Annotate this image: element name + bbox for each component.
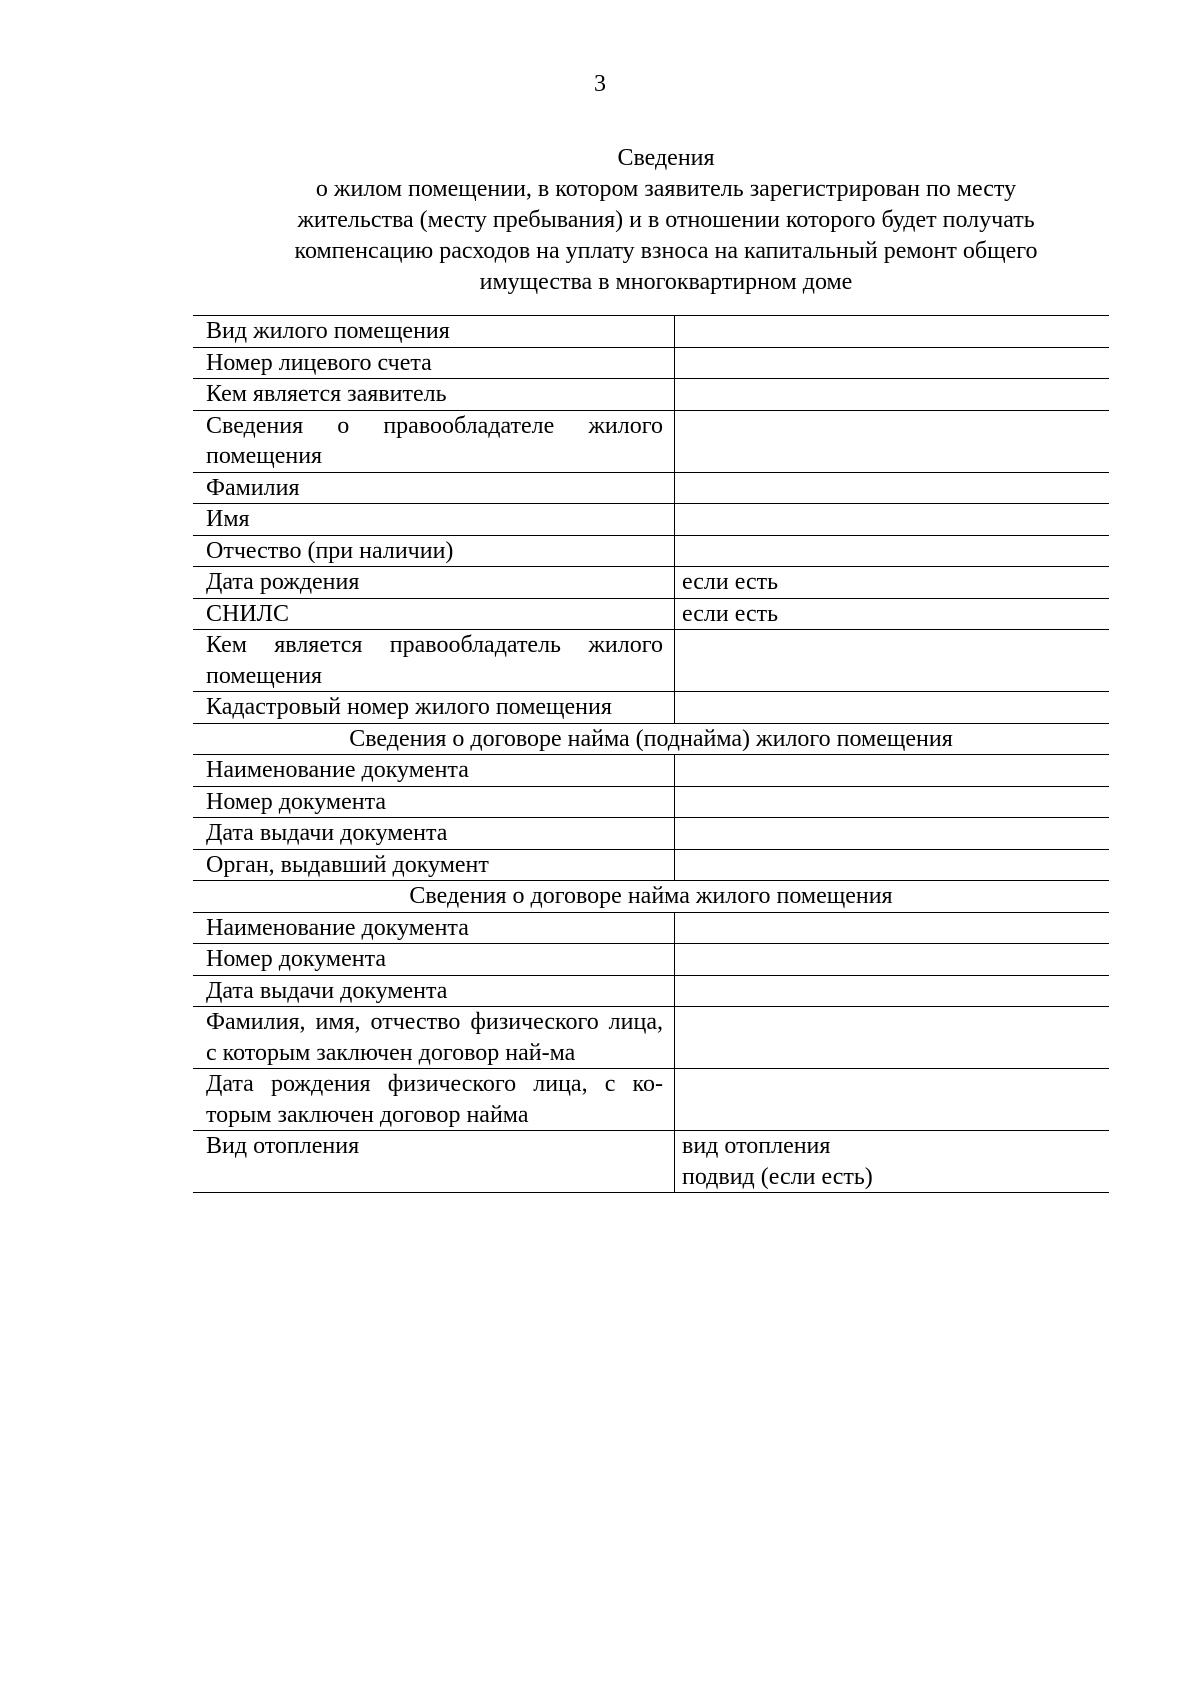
row-value [675,849,1110,881]
row-label: Фамилия, имя, отчество физического лица, с которым заключен договор най-ма [193,1007,675,1069]
table-row [193,975,1109,1007]
page-number: 3 [594,71,606,97]
row-label: Дата выдачи документа [193,975,675,1007]
row-value [675,316,1110,348]
row-label: Сведения о правообладателе жилого помещения [193,410,675,472]
row-label: Фамилия [193,472,675,504]
table-row [193,1131,1109,1193]
row-value [675,975,1110,1007]
title-line: имущества в многоквартирном доме [479,269,853,295]
row-label: Наименование документа [193,912,675,944]
table-row [193,504,1109,536]
table-row [193,912,1109,944]
row-label: Наименование документа [193,755,675,787]
section-heading: Сведения о договоре найма (поднайма) жилого помещения [193,723,1109,755]
row-label: Номер документа [193,786,675,818]
title-line: о жилом помещении, в котором заявитель зарегистрирован по месту [315,176,1017,202]
row-value [675,347,1110,379]
row-value [675,410,1110,472]
document-title [196,143,1136,298]
row-value: если есть [675,567,1110,599]
row-label: Дата рождения [193,567,675,599]
table-row [193,1069,1109,1131]
row-value [675,692,1110,724]
table-row [193,818,1109,850]
row-value [675,504,1110,536]
table-row [193,849,1109,881]
table-row [193,567,1109,599]
row-label: Номер лицевого счета [193,347,675,379]
table-row [193,598,1109,630]
table-row [193,630,1109,692]
row-value [675,472,1110,504]
table-row [193,472,1109,504]
row-label: Номер документа [193,944,675,976]
table-row [193,944,1109,976]
row-label: Дата рождения физического лица, с ко-торым заключен договор найма [193,1069,675,1131]
title-line: жительства (месту пребывания) и в отношении которого будет получать [297,207,1035,233]
row-label: СНИЛС [193,598,675,630]
row-label: Кем является заявитель [193,379,675,411]
row-label: Кадастровый номер жилого помещения [193,692,675,724]
row-label: Дата выдачи документа [193,818,675,850]
row-value [675,818,1110,850]
row-value [675,630,1110,692]
row-value [675,912,1110,944]
table-row [193,535,1109,567]
section-heading: Сведения о договоре найма жилого помещения [193,881,1109,913]
row-value: если есть [675,598,1110,630]
section-row [193,723,1109,755]
row-value: вид отопления подвид (если есть) [675,1131,1110,1193]
row-value [675,786,1110,818]
info-table [193,315,1109,1193]
row-value [675,535,1110,567]
row-value [675,944,1110,976]
table-row [193,347,1109,379]
table-row [193,755,1109,787]
row-value [675,1007,1110,1069]
row-label: Вид жилого помещения [193,316,675,348]
table-row [193,410,1109,472]
row-value [675,755,1110,787]
section-row [193,881,1109,913]
row-label: Имя [193,504,675,536]
row-label: Отчество (при наличии) [193,535,675,567]
row-label: Вид отопления [193,1131,675,1193]
title-line: компенсацию расходов на уплату взноса на капитальный ремонт общего [294,238,1038,264]
table-row [193,786,1109,818]
row-value [675,379,1110,411]
table-row [193,1007,1109,1069]
table-row [193,316,1109,348]
title-line: Сведения [617,145,715,171]
table-row [193,379,1109,411]
row-value [675,1069,1110,1131]
row-label: Орган, выдавший документ [193,849,675,881]
table-row [193,692,1109,724]
row-label: Кем является правообладатель жилого помещения [193,630,675,692]
